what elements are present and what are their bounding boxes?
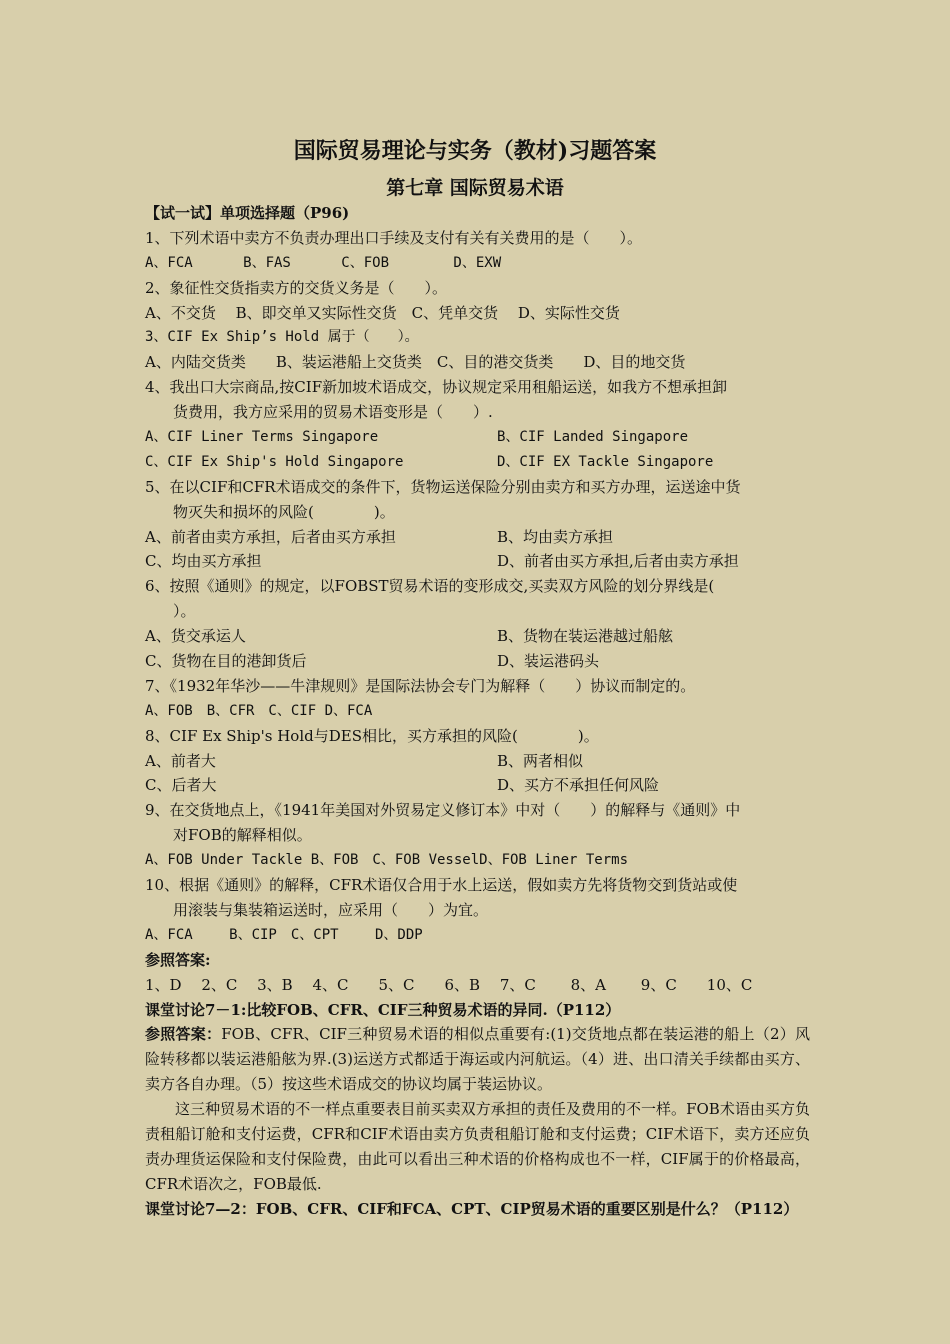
document-title: 国际贸易理论与实务（教材)习题答案: [293, 138, 657, 164]
question-5-cont: 物灭失和损坏的风险( )。: [173, 502, 395, 521]
discussion-1-answer: [145, 1022, 810, 1097]
option-c: C、均由买方承担: [145, 552, 262, 571]
question-6-options-row2: [145, 649, 810, 674]
option-a: A、前者由卖方承担，后者由买方承担: [145, 527, 396, 546]
question-5-options-row1: [145, 525, 810, 550]
question-10-cont: 用滚装与集装箱运送时，应采用（ ）为宜。: [173, 900, 489, 919]
option-a: A、CIF Liner Terms Singapore: [145, 429, 379, 446]
answers-list: 1、D 2、C 3、B 4、C 5、C 6、B 7、C 8、A 9、C 10、C: [145, 975, 753, 994]
question-5: 5、在以CIF和CFR术语成交的条件下，货物运送保险分别由卖方和买方办理，运送途中货: [145, 477, 741, 496]
discussion-1-answer-body: FOB、CFR、CIF三种贸易术语的相似点重要有:(1)交货地点都在装运港的船上（2）风险转移都以装运港船舷为界.(3)运送方式都适于海运或内河航运。（4）进、出口清关手续都由买方、卖方各自办理。（5）按这些术语成交的协议均属于装运协议。: [145, 1025, 810, 1094]
question-4: 4、我出口大宗商品,按CIF新加坡术语成交，协议规定采用租船运送，如我方不想承担卸: [145, 378, 728, 397]
question-2-options: A、不交货 B、即交单又实际性交货 C、凭单交货 D、实际性交货: [145, 303, 620, 322]
option-b: B、货物在装运港越过船舷: [497, 627, 674, 646]
question-6: 6、按照《通则》的规定，以FOBST贸易术语的变形成交,买卖双方风险的划分界线是(: [145, 577, 715, 596]
question-7: 7、《1932年华沙——牛津规则》是国际法协会专门为解释（ ）协议而制定的。: [145, 676, 696, 695]
option-d: D、装运港码头: [497, 652, 600, 671]
document-body: [145, 201, 810, 1222]
question-9: 9、在交货地点上，《1941年美国对外贸易定义修订本》中对（ ）的解释与《通则》中: [145, 801, 741, 820]
question-3-options: A、内陆交货类 B、装运港船上交货类 C、目的港交货类 D、目的地交货: [145, 353, 686, 372]
option-a: A、货交承运人: [145, 627, 246, 646]
discussion-2-title: 课堂讨论7—2：FOB、CFR、CIF和FCA、CPT、CIP贸易术语的重要区别是什么？（P112）: [145, 1199, 799, 1218]
section-heading: 【试一试】单项选择题（P96): [145, 204, 350, 222]
discussion-1-title: 课堂讨论7－1:比较FOB、CFR、CIF三种贸易术语的异同.（P112）: [145, 1000, 621, 1019]
question-6-cont: ）。: [173, 602, 196, 621]
option-c: C、后者大: [145, 776, 217, 795]
question-2: 2、象征性交货指卖方的交货义务是（ ）。: [145, 278, 448, 297]
discussion-1-paragraph-2: 这三种贸易术语的不一样点重要表目前买卖双方承担的责任及费用的不一样。FOB术语由买方负责租船订舱和支付运费，CFR和CIF术语由卖方负责租船订舱和支付运费；CIF术语下，卖方还应负责办理货运保险和支付保险费，由此可以看出三种术语的价格构成也不一样，CIF属于的价格最高，CFR术语次之，FOB最低.: [145, 1100, 810, 1193]
chapter-title: 第七章 国际贸易术语: [386, 177, 564, 199]
question-7-options: A、FOB B、CFR C、CIF D、FCA: [145, 702, 373, 719]
option-d: D、前者由买方承担,后者由卖方承担: [497, 552, 739, 571]
option-c: C、货物在目的港卸货后: [145, 652, 307, 671]
option-b: B、CIF Landed Singapore: [497, 429, 689, 446]
question-9-options: A、FOB Under Tackle B、FOB C、FOB VesselD、FOB Liner Terms: [145, 852, 629, 869]
question-1-options: A、FCA B、FAS C、FOB D、EXW: [145, 254, 502, 271]
question-8-options-row2: [145, 773, 810, 798]
option-a: A、前者大: [145, 751, 216, 770]
question-8-options-row1: [145, 749, 810, 774]
question-4-options-row1: [145, 425, 810, 450]
option-d: D、CIF EX Tackle Singapore: [497, 453, 714, 470]
option-d: D、买方不承担任何风险: [497, 776, 660, 795]
question-4-options-row2: [145, 450, 810, 475]
question-3: 3、CIF Ex Ship’s Hold 属于（ ）。: [145, 329, 419, 346]
question-9-cont: 对FOB的解释相似。: [173, 826, 312, 845]
option-c: C、CIF Ex Ship's Hold Singapore: [145, 453, 404, 470]
question-6-options-row1: [145, 624, 810, 649]
discussion-1-answer-label: 参照答案：: [145, 1025, 222, 1044]
option-b: B、均由卖方承担: [497, 527, 614, 546]
question-10-options: A、FCA B、CIP C、CPT D、DDP: [145, 926, 423, 943]
question-4-cont: 货费用，我方应采用的贸易术语变形是（ ）.: [173, 403, 493, 422]
question-1: 1、下列术语中卖方不负责办理出口手续及支付有关有关费用的是（ ）。: [145, 228, 643, 247]
question-5-options-row2: [145, 549, 810, 574]
answers-label: 参照答案:: [145, 950, 211, 969]
question-10: 10、根据《通则》的解释，CFR术语仅合用于水上运送，假如卖方先将货物交到货站或使: [145, 876, 738, 895]
option-b: B、两者相似: [497, 751, 584, 770]
question-8: 8、CIF Ex Ship's Hold与DES相比，买方承担的风险( )。: [145, 726, 599, 745]
